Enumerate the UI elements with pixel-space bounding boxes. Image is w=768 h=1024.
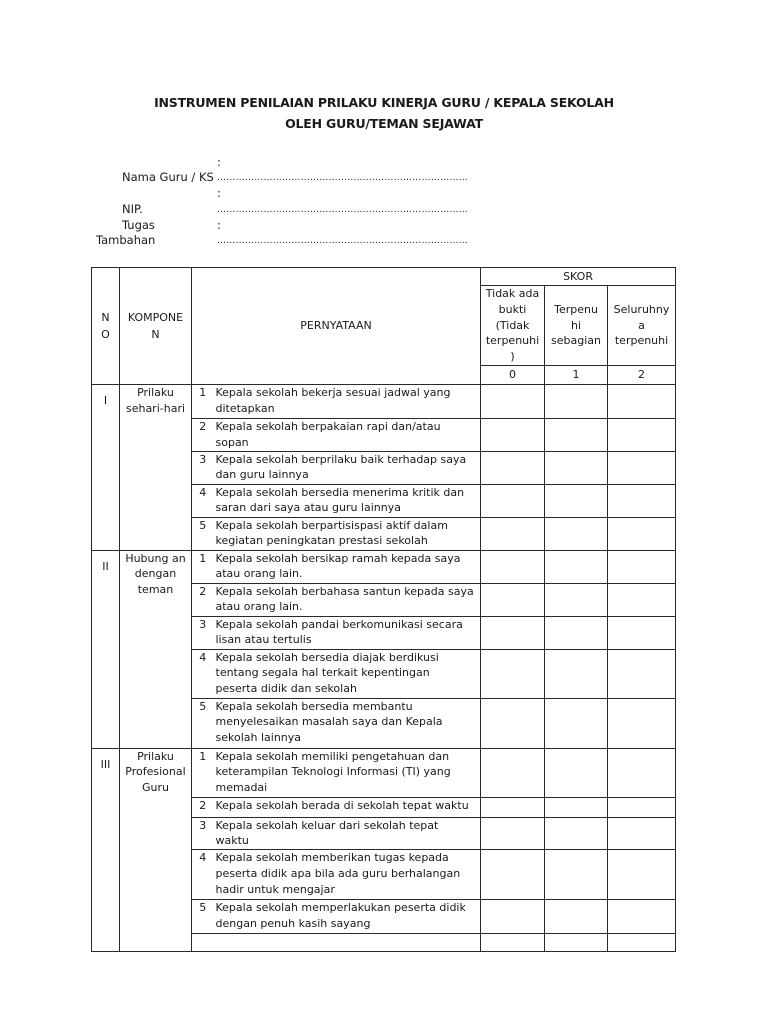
score-cell-0[interactable] [481,616,545,649]
score-cell-0[interactable] [481,850,545,900]
header-komponen: KOMPONE N [120,268,192,385]
score-cell-2[interactable] [608,616,676,649]
field-nip-value[interactable]: ……………………………………………………………………… [217,205,469,215]
header-score-1: Terpenu hi sebagian [545,286,608,366]
score-cell-0[interactable] [481,934,545,952]
table-row [92,748,676,797]
item-number: 3 [192,451,214,484]
item-number: 2 [192,419,214,452]
score-cell-1[interactable] [545,517,608,550]
group-number: II [92,550,120,748]
score-cell-2[interactable] [608,797,676,817]
score-cell-0[interactable] [481,698,545,748]
item-number: 2 [192,583,214,616]
field-nama-value[interactable]: ……………………………………………………………………… [217,173,469,183]
score-cell-1[interactable] [545,649,608,698]
item-number: 4 [192,484,214,517]
item-number: 5 [192,698,214,748]
header-score-value-2: 2 [608,366,676,385]
item-statement: Kepala sekolah bekerja sesuai jadwal yang ditetapkan [214,385,481,419]
score-cell-0[interactable] [481,583,545,616]
item-statement: Kepala sekolah bersedia membantu menyelesaikan masalah saya dan Kepala sekolah lainnya [214,698,481,748]
table-row [92,385,676,419]
score-cell-0[interactable] [481,484,545,517]
group-number: I [92,385,120,551]
score-cell-1[interactable] [545,900,608,934]
score-cell-0[interactable] [481,817,545,850]
score-cell-0[interactable] [481,451,545,484]
group-number: III [92,748,120,952]
score-cell-2[interactable] [608,698,676,748]
item-number: 2 [192,797,214,817]
score-cell-2[interactable] [608,583,676,616]
item-statement: Kepala sekolah berada di sekolah tepat waktu [214,797,481,817]
item-number: 3 [192,616,214,649]
item-number: 1 [192,748,214,797]
field-tugas-label-line2: Tambahan [96,233,156,247]
item-statement: Kepala sekolah memiliki pengetahuan dan keterampilan Teknologi Informasi (TI) yang memadai [214,748,481,797]
score-cell-2[interactable] [608,550,676,583]
item-statement: Kepala sekolah berpartisispasi aktif dalam kegiatan peningkatan prestasi sekolah [214,517,481,550]
header-score-value-1: 1 [545,366,608,385]
score-cell-2[interactable] [608,484,676,517]
item-number: 3 [192,817,214,850]
item-statement: Kepala sekolah memperlakukan peserta didik dengan penuh kasih sayang [214,900,481,934]
score-cell-1[interactable] [545,797,608,817]
header-row-1 [92,268,676,286]
header-skor: SKOR [481,268,676,286]
item-number [192,934,214,952]
score-cell-2[interactable] [608,385,676,419]
item-statement [214,934,481,952]
score-cell-0[interactable] [481,385,545,419]
score-cell-1[interactable] [545,419,608,452]
field-tugas-colon: : [217,218,221,232]
score-cell-2[interactable] [608,419,676,452]
score-cell-1[interactable] [545,484,608,517]
score-cell-0[interactable] [481,550,545,583]
score-cell-0[interactable] [481,419,545,452]
score-cell-0[interactable] [481,900,545,934]
score-cell-1[interactable] [545,583,608,616]
item-number: 5 [192,900,214,934]
header-score-value-0: 0 [481,366,545,385]
field-nip-colon: : [217,186,221,200]
score-cell-2[interactable] [608,451,676,484]
assessment-table [91,267,676,952]
score-cell-0[interactable] [481,797,545,817]
field-nip-label: NIP. [122,202,143,216]
item-number: 4 [192,649,214,698]
group-komponen: Hubung an dengan teman [120,550,192,748]
score-cell-2[interactable] [608,748,676,797]
score-cell-2[interactable] [608,934,676,952]
item-statement: Kepala sekolah bersedia diajak berdikusi tentang segala hal terkait kepentingan peserta didik dan sekolah [214,649,481,698]
score-cell-1[interactable] [545,748,608,797]
item-number: 4 [192,850,214,900]
score-cell-1[interactable] [545,698,608,748]
item-statement: Kepala sekolah keluar dari sekolah tepat waktu [214,817,481,850]
score-cell-1[interactable] [545,817,608,850]
field-nama-label: Nama Guru / KS [122,170,214,184]
item-statement: Kepala sekolah bersikap ramah kepada saya atau orang lain. [214,550,481,583]
header-score-2: Seluruhny a terpenuhi [608,286,676,366]
document-subtitle: OLEH GURU/TEMAN SEJAWAT [285,116,483,131]
item-statement: Kepala sekolah memberikan tugas kepada peserta didik apa bila ada guru berhalangan hadir untuk mengajar [214,850,481,900]
score-cell-1[interactable] [545,550,608,583]
document-title: INSTRUMEN PENILAIAN PRILAKU KINERJA GURU / KEPALA SEKOLAH [154,95,614,110]
item-statement: Kepala sekolah bersedia menerima kritik dan saran dari saya atau guru lainnya [214,484,481,517]
header-score-0: Tidak ada bukti (Tidak terpenuhi ) [481,286,545,366]
group-komponen: Prilaku Profesional Guru [120,748,192,952]
item-statement: Kepala sekolah pandai berkomunikasi secara lisan atau tertulis [214,616,481,649]
score-cell-2[interactable] [608,649,676,698]
score-cell-1[interactable] [545,934,608,952]
score-cell-0[interactable] [481,748,545,797]
score-cell-1[interactable] [545,385,608,419]
score-cell-1[interactable] [545,451,608,484]
score-cell-1[interactable] [545,850,608,900]
table-row [92,550,676,583]
item-number: 1 [192,550,214,583]
item-statement: Kepala sekolah berbahasa santun kepada saya atau orang lain. [214,583,481,616]
identity-fields [0,0,768,260]
score-cell-0[interactable] [481,649,545,698]
score-cell-2[interactable] [608,517,676,550]
item-number: 1 [192,385,214,419]
item-statement: Kepala sekolah berprilaku baik terhadap saya dan guru lainnya [214,451,481,484]
group-komponen: Prilaku sehari-hari [120,385,192,551]
score-cell-2[interactable] [608,900,676,934]
score-cell-0[interactable] [481,517,545,550]
field-tugas-value[interactable]: ……………………………………………………………………… [217,236,469,246]
item-statement: Kepala sekolah berpakaian rapi dan/atau sopan [214,419,481,452]
header-no: N O [92,268,120,385]
score-cell-2[interactable] [608,817,676,850]
field-nama-colon: : [217,155,221,169]
header-pernyataan: PERNYATAAN [192,268,481,385]
field-tugas-label-line1: Tugas [122,218,155,232]
score-cell-1[interactable] [545,616,608,649]
score-cell-2[interactable] [608,850,676,900]
item-number: 5 [192,517,214,550]
